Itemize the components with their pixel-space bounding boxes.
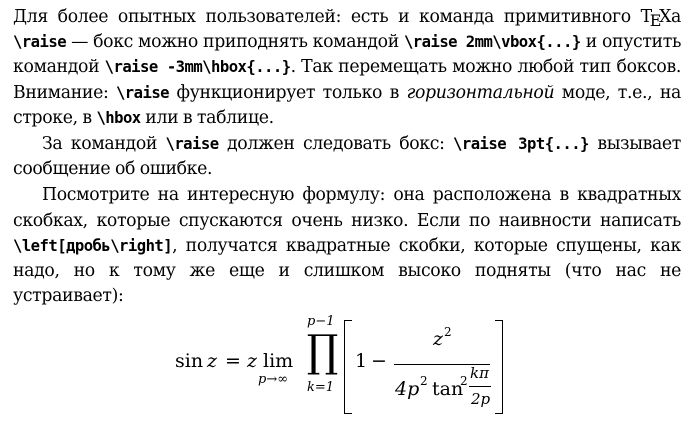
text-run: Для более опытных пользователей: есть и команда примитивного [13,7,641,27]
text-run: За командой [42,134,166,155]
text-run: Посмотрите на интересную формулу: она расположена в квадратных скобках, которые спускаются очень низко. Если по наивности написать [13,185,681,231]
code-left-right: \left[дробь\right] [13,236,173,255]
text-run: или в таблице. [140,107,274,128]
formula-prod-lower: k=1 [307,380,335,395]
formula-lim-subscript: p→∞ [258,372,289,387]
code-raise: \raise [13,33,67,52]
code-raise-hbox: \raise -3mm\hbox{...} [104,58,291,77]
formula-sin: sin [175,350,204,372]
text-run: . Так перемещать можно любой тип боксов. Внимание: [13,57,681,103]
formula-inner-fraction-bar [469,386,491,387]
formula-numerator-exponent: 2 [444,325,452,339]
tex-logo-x: X [659,7,672,27]
formula-equals: = [225,350,241,372]
text-run: должен следовать бокс: [218,134,454,155]
formula-minus: − [371,350,387,372]
formula-inner-numerator: kπ [470,364,489,382]
text-run: моде, т.е., на строке, в [13,82,681,128]
formula-denominator-tan-exponent: 2 [460,374,468,388]
tex-logo-t: T [640,7,652,27]
code-raise-3pt: \raise 3pt{...} [453,135,589,154]
formula-lim: lim [263,350,294,372]
code-raise: \raise [115,83,169,102]
formula-z: z [207,350,218,372]
formula-left-bracket [344,320,352,414]
display-formula [175,306,515,418]
text-run: и опустить командой [13,32,681,78]
formula-inner-denominator: 2p [471,390,491,408]
formula-product-symbol: ∏ [306,326,339,377]
code-raise-vbox: \raise 2mm\vbox{...} [403,33,581,52]
text-run: вызывает сообщение об ошибке. [13,134,682,180]
formula-denominator-4p: 4p [395,378,420,400]
tex-logo [640,7,672,30]
formula-denominator-tan: tan [432,378,464,400]
formula-right-bracket [495,320,503,414]
paragraph-raise-error [13,132,681,182]
tex-logo-e: E [649,11,662,30]
formula-z: z [247,350,258,372]
formula-prod-upper: p−1 [307,314,335,329]
code-raise: \raise [165,135,219,154]
text-run: функционирует только в [169,82,407,103]
code-hbox: \hbox [96,108,141,127]
formula-one: 1 [355,350,368,372]
emphasis-horizontal: горизонтальной [406,82,555,103]
paragraph-raise-intro [13,4,681,131]
formula-numerator-z: z [433,328,444,350]
text-run: , получатся квадратные скобки, которые спущены, как надо, но к тому же еще и слишком высоко подняты (что нас не устраивает): [13,235,681,307]
formula-denominator-p-exponent: 2 [420,374,428,388]
document-page [13,4,681,309]
text-run: а [671,7,681,27]
paragraph-formula-intro [13,183,681,309]
text-run: — бокс можно приподнять командой [66,32,404,53]
